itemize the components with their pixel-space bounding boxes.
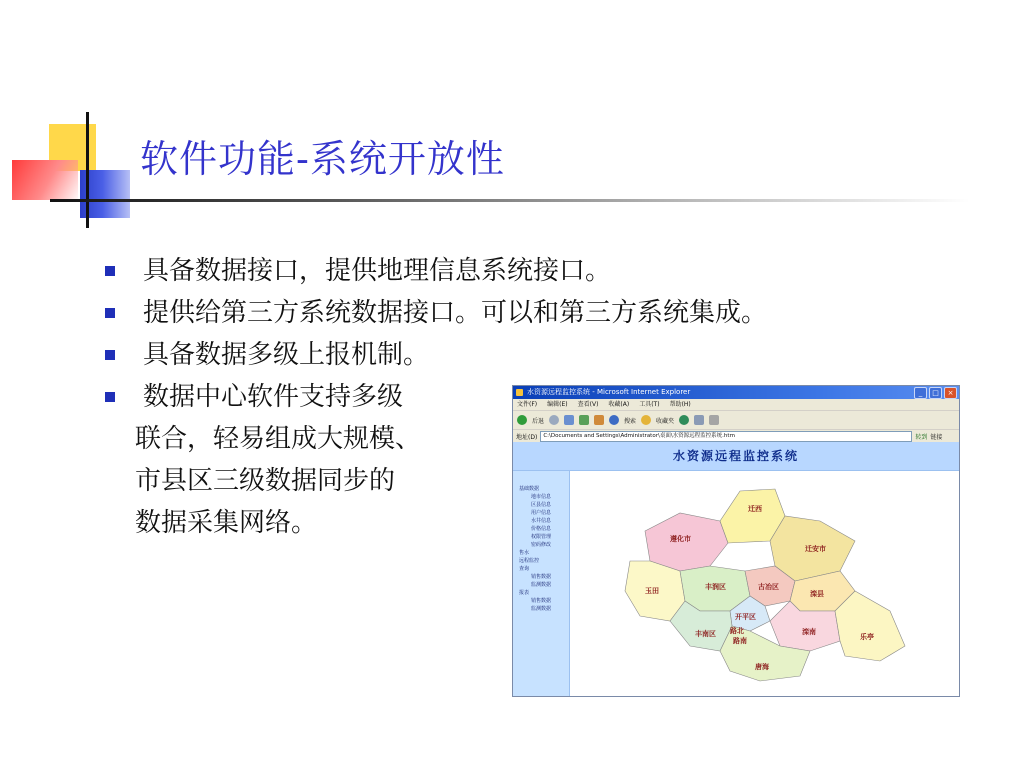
go-button[interactable]: 转到 [915, 433, 928, 441]
map-area [570, 471, 959, 697]
nav-tree-item[interactable]: 查询 [519, 566, 530, 572]
browser-toolbar [513, 410, 959, 429]
browser-window-title: 水资源远程监控系统 - Microsoft Internet Explorer [527, 388, 691, 396]
nav-tree-item[interactable]: 权限管理 [531, 534, 552, 540]
favorites-star-icon[interactable] [641, 415, 651, 425]
nav-tree-item[interactable]: 售水 [519, 550, 530, 556]
address-label: 地址(D) [516, 433, 538, 441]
bullet-text: 数据中心软件支持多级 [143, 382, 404, 412]
nav-tree-item[interactable]: 水井信息 [531, 518, 552, 524]
deco-red-square [12, 160, 78, 200]
browser-address-bar [513, 429, 959, 442]
menu-view[interactable]: 查看(V) [577, 401, 599, 408]
search-icon[interactable] [609, 415, 619, 425]
nav-tree-item[interactable]: 地市信息 [531, 494, 552, 500]
left-nav-tree [513, 471, 570, 697]
page-body [513, 471, 959, 697]
bullet-continuation: 市县区三级数据同步的 [135, 466, 396, 496]
close-icon[interactable]: × [944, 387, 957, 399]
ie-app-icon [516, 389, 523, 396]
browser-menu-bar [513, 399, 959, 410]
label-lubei: 路北 [730, 627, 744, 635]
back-label[interactable]: 后退 [532, 417, 545, 425]
bullet-square-icon [105, 308, 115, 318]
menu-help[interactable]: 帮助(H) [669, 401, 691, 408]
browser-screenshot [512, 385, 960, 697]
nav-tree-item[interactable]: 销售数据 [531, 574, 552, 580]
links-label[interactable]: 链接 [930, 433, 943, 441]
bullet-item [105, 292, 985, 334]
forward-icon[interactable] [549, 415, 559, 425]
bullet-item [105, 334, 985, 376]
label-zunhua: 遵化市 [670, 535, 691, 543]
label-fengrun: 丰润区 [705, 583, 726, 591]
menu-tools[interactable]: 工具(T) [639, 401, 660, 408]
label-tanghai: 唐海 [755, 663, 769, 671]
print-icon[interactable] [709, 415, 719, 425]
label-kaiping: 开平区 [735, 613, 756, 621]
menu-edit[interactable]: 编辑(E) [547, 401, 568, 408]
menu-favorites[interactable]: 收藏(A) [608, 401, 630, 408]
bullet-text: 具备数据多级上报机制。 [143, 340, 430, 370]
stop-icon[interactable] [564, 415, 574, 425]
map-region-laoting[interactable] [835, 591, 905, 661]
nav-tree-item[interactable]: 价格信息 [531, 526, 552, 532]
browser-title-bar [513, 386, 959, 399]
bullet-item [105, 250, 985, 292]
bullet-square-icon [105, 266, 115, 276]
bullet-continuation: 数据采集网络。 [135, 508, 318, 538]
nav-tree-item[interactable]: 基础数据 [519, 486, 540, 492]
nav-tree-item[interactable]: 远程监控 [519, 558, 540, 564]
address-input[interactable]: C:\Documents and Settings\Administrator\桌面\水资源远程监控系统.htm [540, 431, 912, 442]
label-qianxi: 迁西 [748, 505, 762, 513]
minimize-icon[interactable]: _ [914, 387, 927, 399]
home-icon[interactable] [594, 415, 604, 425]
nav-tree-item[interactable]: 报表 [519, 590, 530, 596]
label-lunan: 路南 [733, 637, 747, 645]
slide-title: 软件功能-系统开放性 [140, 137, 505, 181]
label-fengnan: 丰南区 [695, 630, 716, 638]
bullet-square-icon [105, 392, 115, 402]
nav-tree-item[interactable]: 销售数据 [531, 598, 552, 604]
page-banner: 水资源远程监控系统 [513, 442, 959, 471]
nav-tree-item[interactable]: 监测数据 [531, 606, 552, 612]
back-icon[interactable] [517, 415, 527, 425]
label-luannan: 滦南 [802, 628, 816, 636]
bullet-square-icon [105, 350, 115, 360]
title-underline [50, 199, 970, 202]
label-yutian: 玉田 [645, 587, 659, 595]
favorites-label[interactable]: 收藏夹 [656, 417, 675, 425]
nav-tree-item[interactable]: 区县信息 [531, 502, 552, 508]
refresh-icon[interactable] [579, 415, 589, 425]
menu-file[interactable]: 文件(F) [517, 401, 538, 408]
label-laoting: 乐亭 [860, 633, 874, 641]
deco-vertical-line [86, 112, 89, 228]
region-map [570, 471, 959, 697]
nav-tree-item[interactable]: 用户信息 [531, 510, 552, 516]
label-guye: 古冶区 [758, 583, 779, 591]
bullet-text: 具备数据接口，提供地理信息系统接口。 [143, 256, 612, 286]
maximize-icon[interactable]: □ [929, 387, 942, 399]
mail-icon[interactable] [694, 415, 704, 425]
history-icon[interactable] [679, 415, 689, 425]
label-qianan: 迁安市 [805, 545, 826, 553]
search-label[interactable]: 搜索 [624, 417, 637, 425]
label-luanxian: 滦县 [810, 590, 824, 598]
bullet-text: 提供给第三方系统数据接口。可以和第三方系统集成。 [143, 298, 768, 328]
bullet-continuation: 联合，轻易组成大规模、 [135, 424, 422, 454]
nav-tree-item[interactable]: 密码修改 [531, 542, 552, 548]
nav-tree-item[interactable]: 监测数据 [531, 582, 552, 588]
